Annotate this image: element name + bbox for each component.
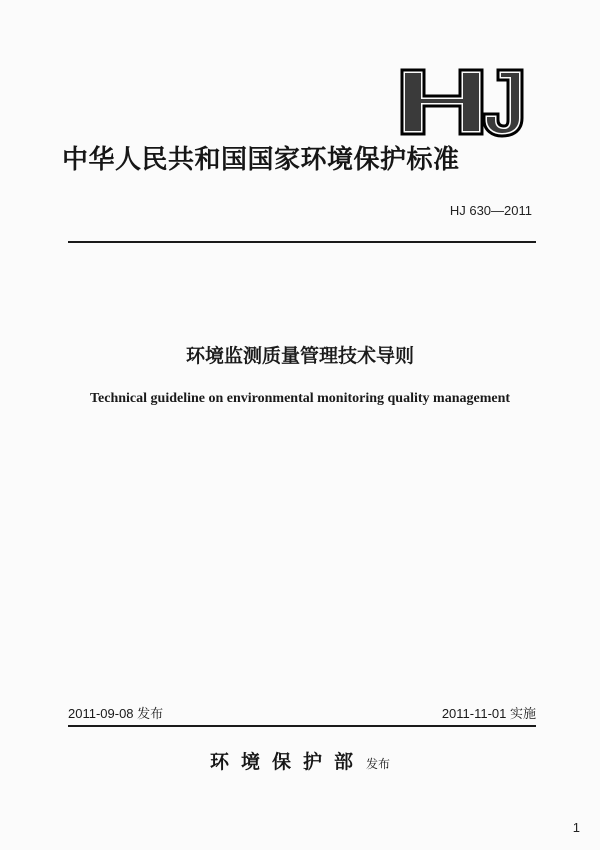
- document-title-english: Technical guideline on environmental monitoring quality management: [89, 391, 511, 406]
- publisher-line: [0, 748, 600, 778]
- document-title-chinese: 环境监测质量管理技术导则: [185, 345, 414, 367]
- publisher-suffix: 发布: [366, 757, 391, 771]
- page-number: 1: [572, 820, 580, 835]
- implementation-date: 2011-11-01 实施: [441, 706, 536, 721]
- standard-number: HJ 630—2011: [449, 203, 532, 218]
- bottom-divider: [68, 725, 536, 727]
- standard-category-title: 中华人民共和国国家环境保护标准: [62, 145, 460, 175]
- hj-logo: [394, 62, 534, 142]
- top-divider: [68, 241, 536, 243]
- issue-date: 2011-09-08 发布: [68, 706, 164, 721]
- publisher-name: 环境保护部: [209, 751, 365, 773]
